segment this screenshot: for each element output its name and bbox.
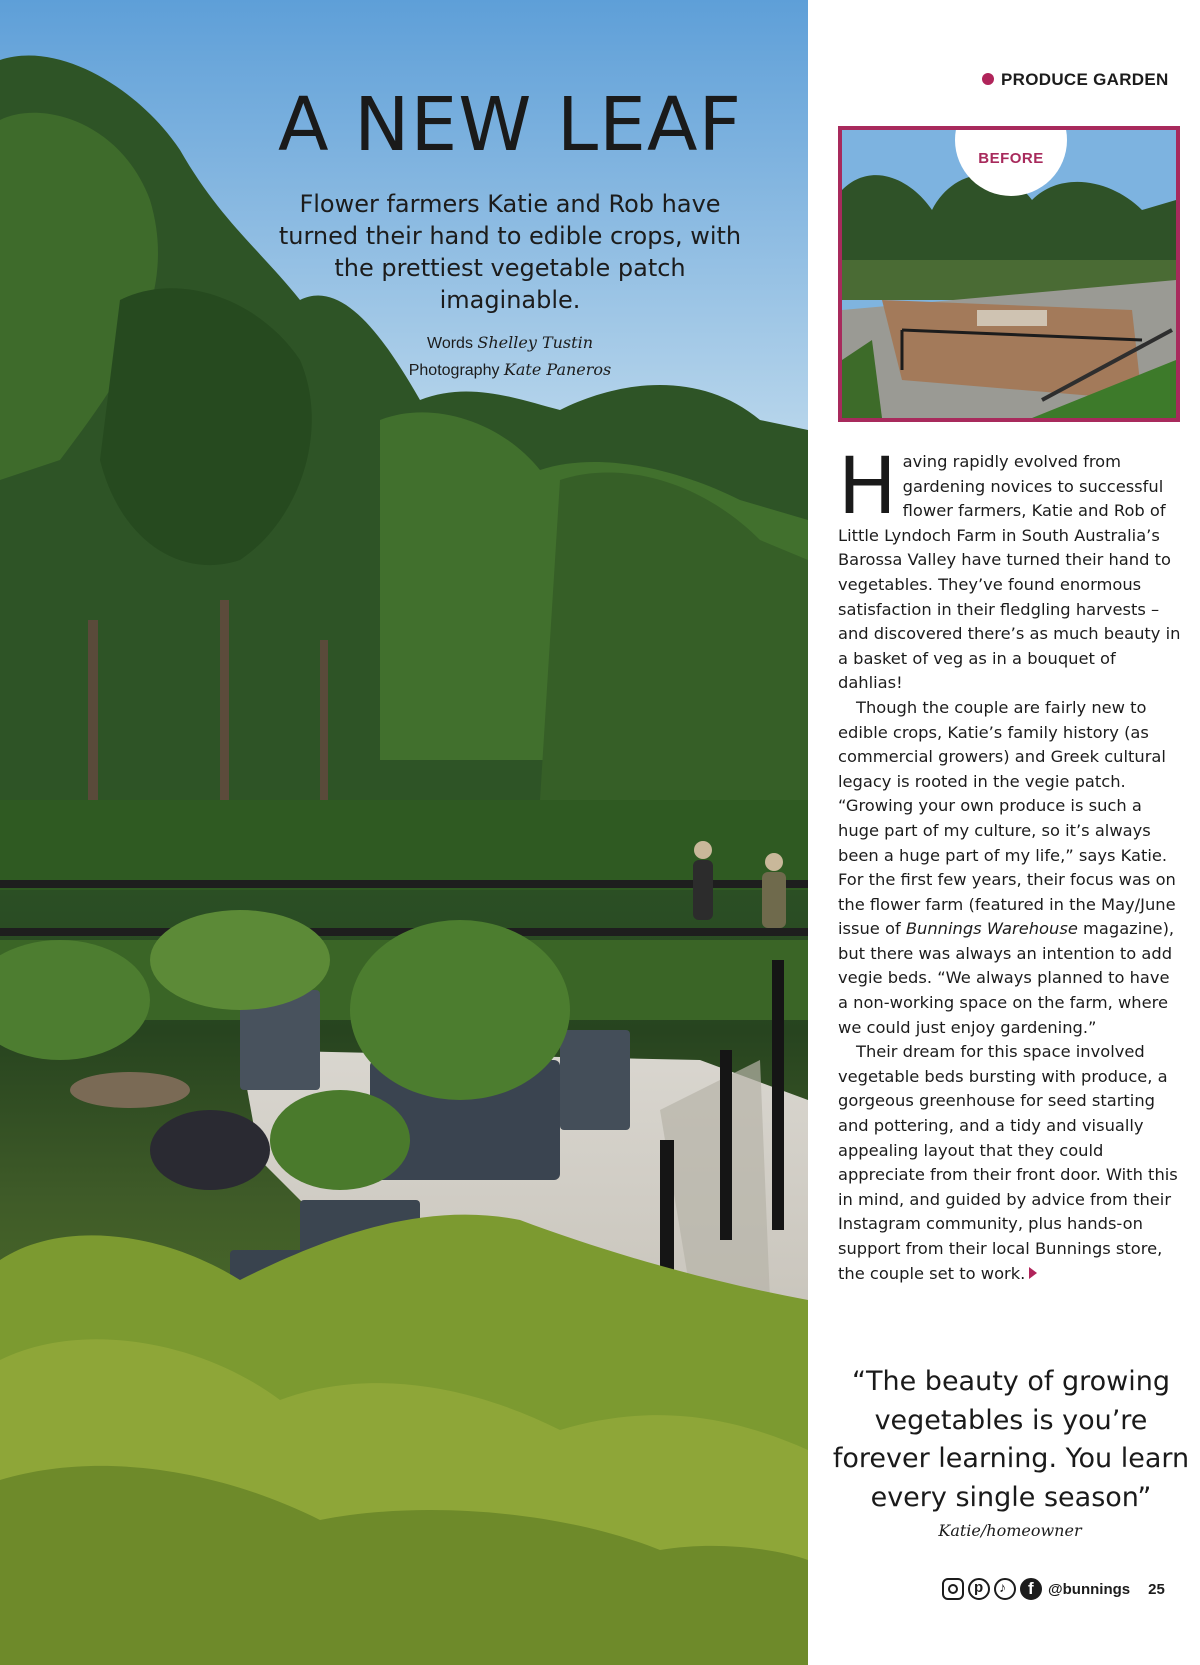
article-credits — [330, 330, 690, 384]
photo-credit — [330, 357, 690, 384]
instagram-icon[interactable] — [942, 1578, 964, 1600]
paragraph-3-text: Their dream for this space involved vegetable beds bursting with produce, a gorgeous greenhouse for seed starting and pottering, and a tidy and visually appealing layout that they could appreciate from their front door. With this in mind, and guided by advice from their Instagram community, plus hands-on support from their local Bunnings store, the couple set to work. — [838, 1042, 1178, 1283]
writer-name: Shelley Tustin — [477, 333, 593, 352]
paragraph-2 — [838, 696, 1183, 1040]
words-credit — [330, 330, 690, 357]
paragraph-3 — [838, 1040, 1183, 1286]
words-label: Words — [427, 335, 473, 352]
page-number: 25 — [1148, 1580, 1165, 1598]
paragraph-1-text: aving rapidly evolved from gardening novices to successful flower farmers, Katie and Rob of Little Lyndoch Farm in South Australia’s Barossa Valley have turned their hand to vegetables. They’ve found enormous satisfaction in their fledgling harvests – and discovered there’s as much beauty in a basket of veg as in a bouquet of dahlias! — [838, 452, 1181, 693]
drop-cap: H — [838, 442, 897, 532]
section-tag — [982, 70, 1182, 92]
paragraph-2-text-a: Though the couple are fairly new to edible crops, Katie’s family history (as commercial growers) and Greek cultural legacy is rooted in the vegie patch. “Growing your own produce is such a huge part of my culture, so it’s always been a huge part of my life,” says Katie. For the first few years, their focus was on the flower farm (featured in the May/June issue of — [838, 697, 1176, 939]
magazine-title: Bunnings Warehouse — [905, 919, 1078, 939]
before-label: BEFORE — [978, 150, 1044, 167]
pull-quote: “The beauty of growing vegetables is you’re forever learning. You learn every single season” — [832, 1366, 1190, 1513]
facebook-icon[interactable] — [1020, 1578, 1042, 1600]
tiktok-icon[interactable] — [994, 1578, 1016, 1600]
article-body — [838, 442, 1183, 1286]
continue-arrow-icon — [1029, 1267, 1037, 1279]
pinterest-icon[interactable] — [968, 1578, 990, 1600]
article-title: A NEW LEAF — [277, 82, 743, 168]
paragraph-1 — [838, 442, 1183, 696]
section-dot-icon — [982, 73, 994, 85]
paragraph-2-text-b: magazine), but there was always an intention to add vegie beds. “We always planned to have a non-working space on the farm, where we could just enjoy gardening.” — [838, 919, 1175, 1037]
article-standfirst: Flower farmers Katie and Rob have turned their hand to edible crops, with the prettiest vegetable patch imaginable. — [278, 190, 742, 314]
social-handle[interactable]: @bunnings — [1048, 1580, 1131, 1598]
before-photo — [838, 126, 1180, 422]
photographer-name: Kate Paneros — [503, 360, 612, 379]
page-footer — [942, 1578, 1187, 1604]
quote-attribution: Katie/homeowner — [938, 1521, 1082, 1540]
section-label: PRODUCE GARDEN — [1001, 70, 1169, 89]
photo-label: Photography — [408, 362, 500, 379]
